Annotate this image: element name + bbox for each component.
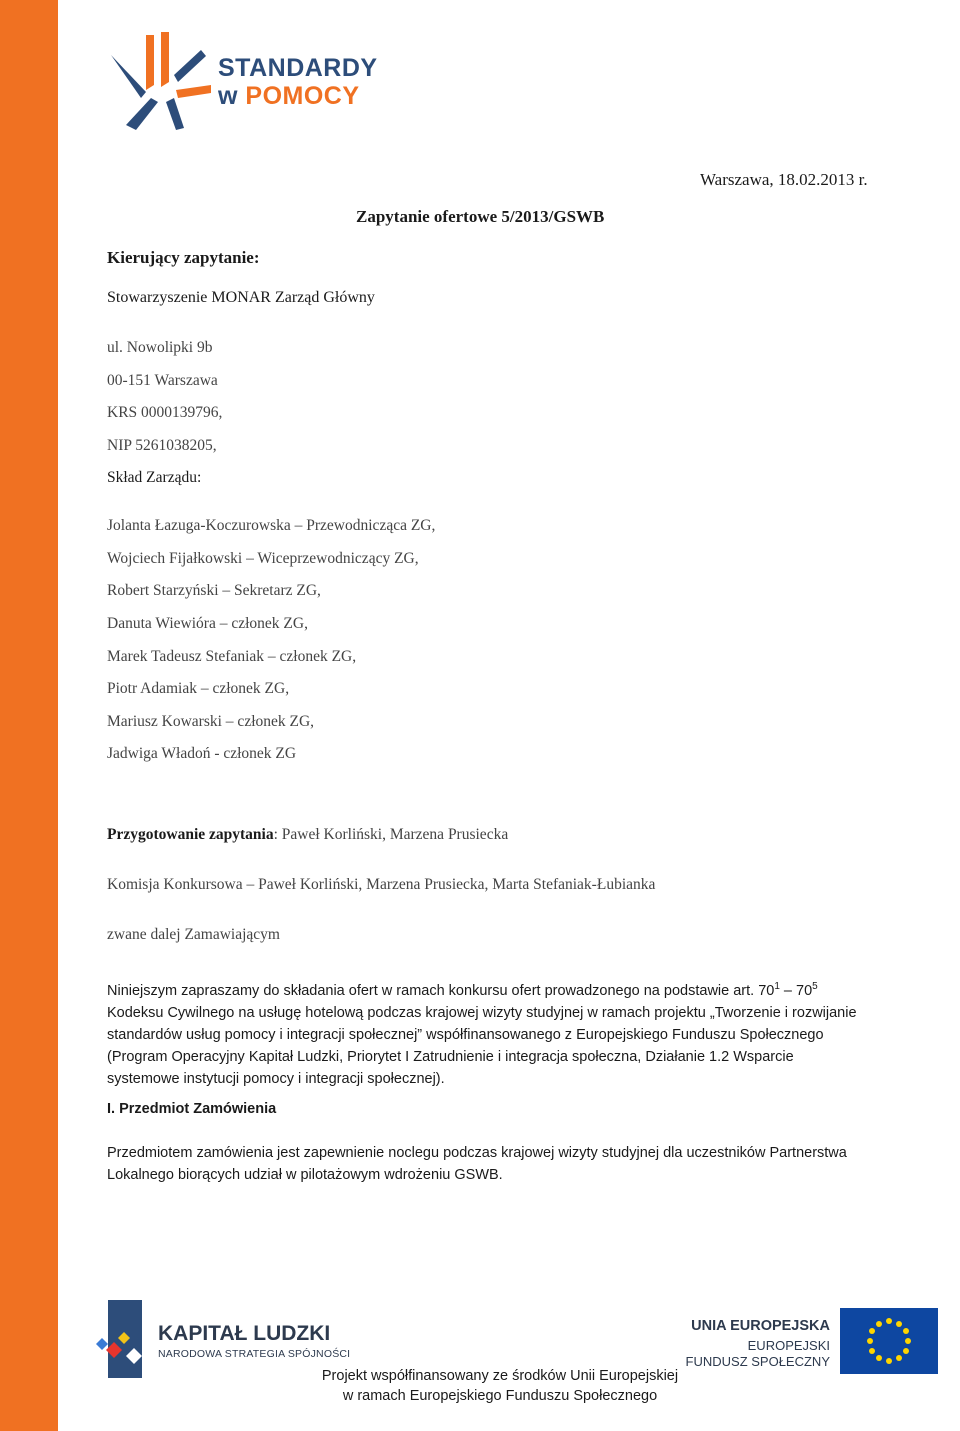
- issuer-organization: Stowarzyszenie MONAR Zarząd Główny: [107, 289, 375, 306]
- board-member: Piotr Adamiak – członek ZG,: [107, 680, 290, 697]
- kapital-ludzki-title: KAPITAŁ LUDZKI: [158, 1322, 331, 1345]
- kapital-ludzki-logo: [96, 1300, 351, 1385]
- kapital-ludzki-subtitle: NARODOWA STRATEGIA SPÓJNOŚCI: [158, 1348, 351, 1360]
- intro-sup-2: 5: [812, 981, 818, 992]
- eu-fund-line-2: FUNDUSZ SPOŁECZNY: [685, 1354, 830, 1369]
- eu-fund-line-1: EUROPEJSKI: [747, 1338, 830, 1353]
- intro-part-1: Niniejszym zapraszamy do składania ofert w ramach konkursu ofert prowadzonego na podstawie art. 70: [107, 982, 775, 999]
- footer-cofinancing-note: [300, 1366, 700, 1406]
- footer-note-line-2: w ramach Europejskiego Funduszu Społecznego: [342, 1388, 658, 1404]
- footer-note-line-1: Projekt współfinansowany ze środków Unii Europejskiej: [321, 1368, 679, 1384]
- intro-sup-1: 1: [774, 981, 780, 992]
- logo-text-standardy: STANDARDY: [218, 54, 378, 82]
- preparation-line: [107, 826, 508, 844]
- board-member: Wojciech Fijałkowski – Wiceprzewodniczący ZG,: [107, 550, 419, 567]
- board-member: Jadwiga Władoń - członek ZG: [107, 745, 297, 762]
- commission-line: Komisja Konkursowa – Paweł Korliński, Marzena Prusiecka, Marta Stefaniak-Łubianka: [107, 876, 656, 893]
- logo-text-w: w: [218, 82, 238, 110]
- board-member: Marek Tadeusz Stefaniak – członek ZG,: [107, 648, 357, 665]
- document-date: Warszawa, 18.02.2013 r.: [700, 170, 868, 189]
- board-member: Mariusz Kowarski – członek ZG,: [107, 713, 315, 730]
- document-title: Zapytanie ofertowe 5/2013/GSWB: [356, 207, 605, 226]
- intro-dash: – 70: [779, 982, 813, 999]
- address-line-1: ul. Nowolipki 9b: [107, 339, 213, 356]
- board-member: Robert Starzyński – Sekretarz ZG,: [107, 582, 321, 599]
- preparation-value: : Paweł Korliński, Marzena Prusiecka: [273, 826, 509, 843]
- nip-number: NIP 5261038205,: [107, 437, 217, 454]
- standardy-w-pomocy-logo: [106, 30, 396, 140]
- orange-side-bar: [0, 0, 58, 1431]
- section-1-text: Przedmiotem zamówienia jest zapewnienie noclegu podczas krajowej wizyty studyjnej dla uczestników Partnerstwa Lokalnego biorących udział w pilotażowym wdrożeniu GSWB.: [107, 1145, 847, 1183]
- eu-flag-icon: [840, 1308, 938, 1374]
- eu-title: UNIA EUROPEJSKA: [691, 1318, 830, 1334]
- board-member: Jolanta Łazuga-Koczurowska – Przewodnicząca ZG,: [107, 517, 436, 534]
- logo-text-pomocy: POMOCY: [245, 82, 360, 110]
- board-member: Danuta Wiewióra – członek ZG,: [107, 615, 308, 632]
- preparation-label: Przygotowanie zapytania: [107, 826, 274, 843]
- krs-number: KRS 0000139796,: [107, 404, 223, 421]
- address-line-2: 00-151 Warszawa: [107, 372, 218, 389]
- eu-logo: [685, 1308, 940, 1378]
- intro-part-2: Kodeksu Cywilnego na usługę hotelową podczas krajowej wizyty studyjnej w ramach projektu „Tworzenie i rozwijanie standardów usług pomocy i integracji społecznej” współfinansowanego z Europejskiego Funduszu Społecznego (Program Operacyjny Kapitał Ludzki, Priorytet I Zatrudnienie i integracja społeczna, Działanie 1.2 Wsparcie systemowe instytucji pomocy i integracji społecznej).: [107, 1004, 857, 1087]
- section-1-heading: I. Przedmiot Zamówienia: [107, 1101, 277, 1117]
- intro-paragraph: [107, 976, 867, 1090]
- logo-text-w-pomocy: [218, 82, 360, 111]
- ordering-party-line: zwane dalej Zamawiającym: [107, 926, 280, 943]
- issuer-label: Kierujący zapytanie:: [107, 248, 260, 267]
- star-logo-icon: [106, 30, 216, 140]
- board-label: Skład Zarządu:: [107, 469, 202, 486]
- kapital-ludzki-emblem-icon: [96, 1300, 156, 1380]
